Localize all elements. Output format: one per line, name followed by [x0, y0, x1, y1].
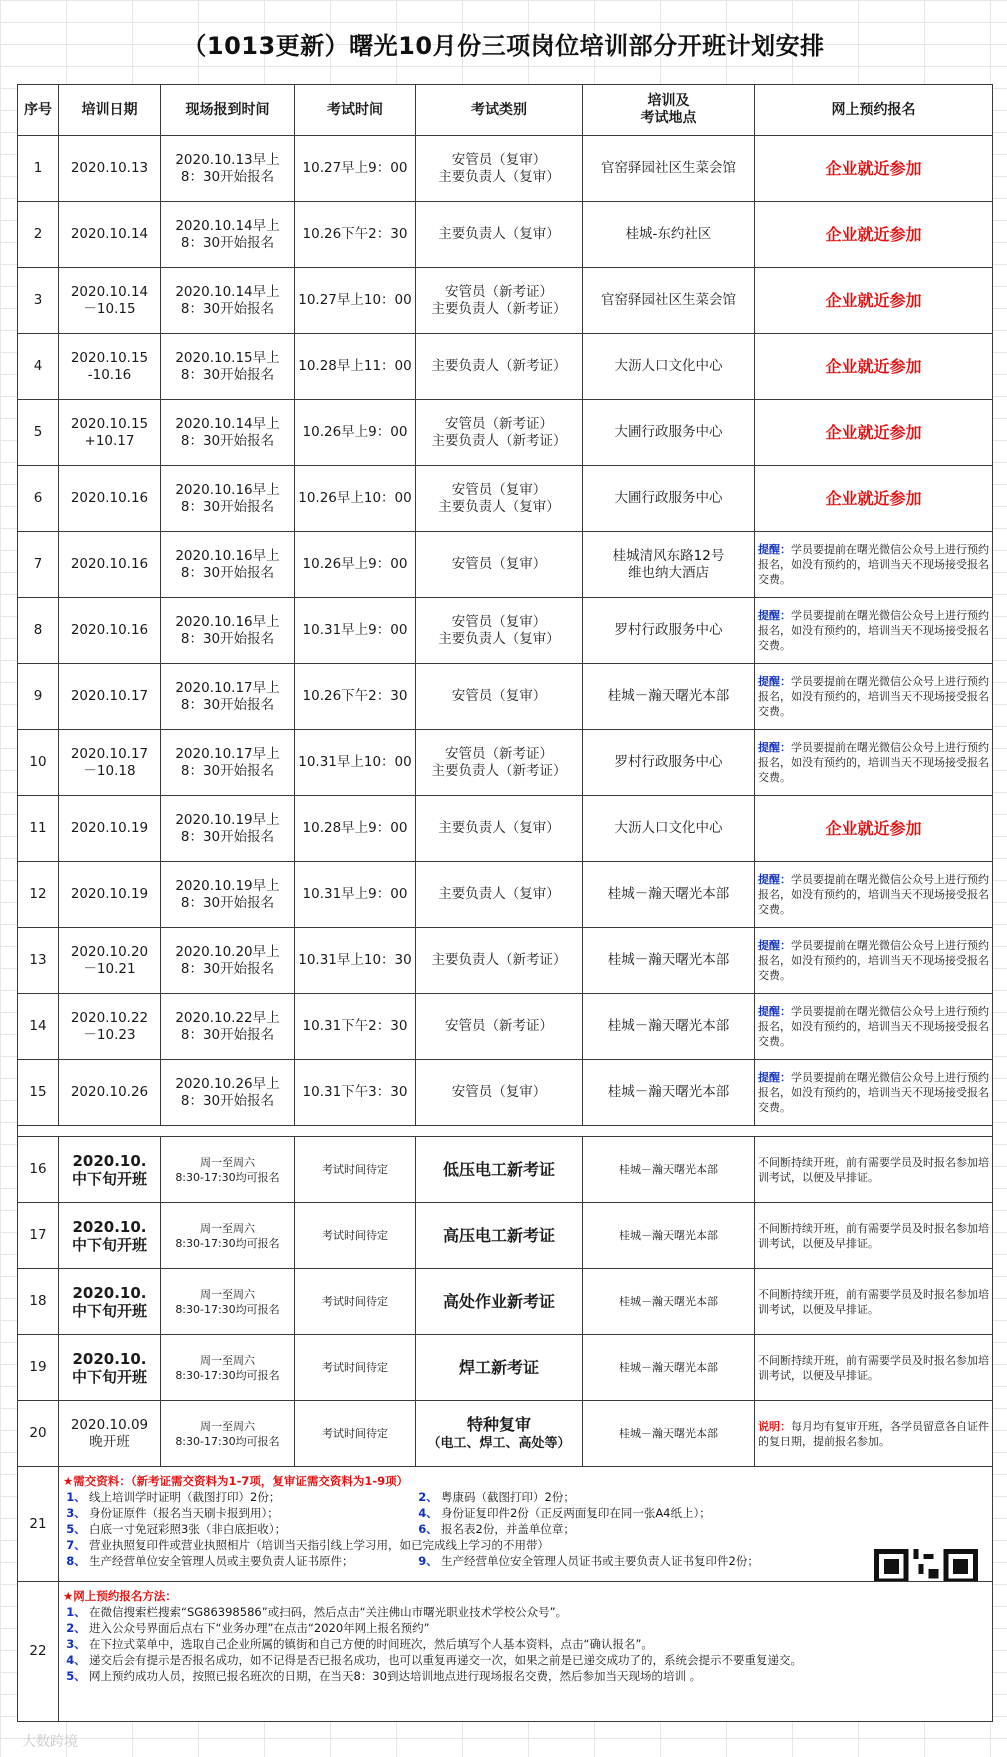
row-number: 10	[18, 730, 59, 796]
training-location: 桂城－瀚天曙光本部	[583, 1137, 755, 1203]
training-location: 罗村行政服务中心	[583, 598, 755, 664]
row-number: 7	[18, 532, 59, 598]
exam-time: 10.31早上10：30	[295, 928, 416, 994]
exam-time: 10.31早上9：00	[295, 598, 416, 664]
required-item: 1、 线上培训学时证明（截图打印）2份；	[66, 1490, 281, 1504]
exam-time: 10.26早上9：00	[295, 400, 416, 466]
training-location: 桂城－瀚天曙光本部	[583, 1203, 755, 1269]
exam-type: 安管员（复审） 主要负责人（复审）	[416, 136, 583, 202]
registration-note: 不间断持续开班，前有需要学员及时报名参加培训考试，以便及早排证。	[755, 1137, 993, 1203]
training-date: 2020.10.17	[59, 664, 161, 730]
row-number: 16	[18, 1137, 59, 1203]
training-location: 官窑驿园社区生菜会馆	[583, 136, 755, 202]
schedule-table	[17, 84, 993, 1722]
online-registration-reminder: 提醒：学员要提前在曙光微信公众号上进行预约报名，如没有预约的，培训当天不现场接受报名交费。	[755, 598, 993, 664]
exam-time: 考试时间待定	[295, 1137, 416, 1203]
training-date: 2020.10.19	[59, 796, 161, 862]
table-row	[18, 136, 993, 202]
exam-type: 安管员（复审） 主要负责人（复审）	[416, 466, 583, 532]
table-row-21	[18, 1467, 993, 1582]
exam-time: 10.26下午2：30	[295, 664, 416, 730]
header-no: 序号	[18, 85, 59, 136]
exam-type: 安管员（复审）	[416, 664, 583, 730]
exam-type: 主要负责人（新考证）	[416, 334, 583, 400]
training-location: 桂城-东约社区	[583, 202, 755, 268]
exam-type: 安管员（新考证）	[416, 994, 583, 1060]
report-time: 2020.10.14早上 8：30开始报名	[161, 202, 295, 268]
row-number: 18	[18, 1269, 59, 1335]
training-date: 2020.10. 中下旬开班	[59, 1203, 161, 1269]
registration-note: 不间断持续开班，前有需要学员及时报名参加培训考试，以便及早排证。	[755, 1269, 993, 1335]
table-row	[18, 730, 993, 796]
exam-time: 考试时间待定	[295, 1335, 416, 1401]
training-location: 大沥人口文化中心	[583, 334, 755, 400]
row-number: 12	[18, 862, 59, 928]
row-number: 5	[18, 400, 59, 466]
registration-note: 不间断持续开班，前有需要学员及时报名参加培训考试，以便及早排证。	[755, 1203, 993, 1269]
row-number: 15	[18, 1060, 59, 1126]
training-date: 2020.10.20 －10.21	[59, 928, 161, 994]
exam-type: 安管员（新考证） 主要负责人（新考证）	[416, 268, 583, 334]
table-row	[18, 268, 993, 334]
booking-step: 3、 在下拉式菜单中，选取自己企业所属的镇街和自己方便的时间班次，然后填写个人基本资料，点击“确认报名”。	[66, 1637, 653, 1651]
training-date: 2020.10.16	[59, 466, 161, 532]
report-time: 2020.10.17早上 8：30开始报名	[161, 664, 295, 730]
qr-code	[874, 1549, 978, 1582]
training-date: 2020.10.22 －10.23	[59, 994, 161, 1060]
online-registration-reminder: 提醒：学员要提前在曙光微信公众号上进行预约报名，如没有预约的，培训当天不现场接受报名交费。	[755, 994, 993, 1060]
table-row	[18, 1401, 993, 1467]
report-time: 2020.10.19早上 8：30开始报名	[161, 796, 295, 862]
page-title: （1013更新）曙光10月份三项岗位培训部分开班计划安排	[182, 32, 825, 60]
training-date: 2020.10. 中下旬开班	[59, 1335, 161, 1401]
exam-time: 10.26下午2：30	[295, 202, 416, 268]
online-registration-note: 企业就近参加	[755, 400, 993, 466]
report-time: 2020.10.15早上 8：30开始报名	[161, 334, 295, 400]
table-row	[18, 664, 993, 730]
exam-time: 10.27早上9：00	[295, 136, 416, 202]
required-materials-heading: ★需交资料：（新考证需交资料为1-7项，复审证需交资料为1-9项）	[63, 1474, 409, 1488]
header-row	[18, 85, 993, 136]
training-location: 桂城－瀚天曙光本部	[583, 664, 755, 730]
online-registration-note: 企业就近参加	[755, 466, 993, 532]
report-time: 2020.10.17早上 8：30开始报名	[161, 730, 295, 796]
report-time: 周一至周六 8:30-17:30均可报名	[161, 1335, 295, 1401]
training-date: 2020.10.09 晚开班	[59, 1401, 161, 1467]
exam-type: 焊工新考证	[416, 1335, 583, 1401]
training-date: 2020.10.16	[59, 598, 161, 664]
table-row	[18, 796, 993, 862]
table-row	[18, 1137, 993, 1203]
report-time: 2020.10.13早上 8：30开始报名	[161, 136, 295, 202]
report-time: 2020.10.14早上 8：30开始报名	[161, 268, 295, 334]
exam-time: 考试时间待定	[295, 1401, 416, 1467]
training-location: 罗村行政服务中心	[583, 730, 755, 796]
training-location: 大圃行政服务中心	[583, 400, 755, 466]
required-materials-list	[63, 1489, 988, 1569]
exam-time: 10.31下午2：30	[295, 994, 416, 1060]
exam-time: 10.31早上10：00	[295, 730, 416, 796]
exam-time: 10.26早上9：00	[295, 532, 416, 598]
required-item: 3、 身份证原件（报名当天刷卡报到用）；	[66, 1506, 279, 1520]
online-booking-method	[59, 1582, 993, 1722]
training-location: 桂城－瀚天曙光本部	[583, 1401, 755, 1467]
online-registration-note: 企业就近参加	[755, 334, 993, 400]
training-date: 2020.10.15 -10.16	[59, 334, 161, 400]
row-number: 2	[18, 202, 59, 268]
table-row	[18, 334, 993, 400]
training-location: 桂城－瀚天曙光本部	[583, 1335, 755, 1401]
table-row	[18, 1269, 993, 1335]
training-location: 桂城清风东路12号 维也纳大酒店	[583, 532, 755, 598]
exam-time: 10.31早上9：00	[295, 862, 416, 928]
online-registration-reminder: 提醒：学员要提前在曙光微信公众号上进行预约报名，如没有预约的，培训当天不现场接受报名交费。	[755, 664, 993, 730]
report-time: 2020.10.16早上 8：30开始报名	[161, 598, 295, 664]
exam-time: 10.28早上9：00	[295, 796, 416, 862]
exam-time: 10.27早上10：00	[295, 268, 416, 334]
exam-type: 低压电工新考证	[416, 1137, 583, 1203]
table-row	[18, 928, 993, 994]
row-number: 11	[18, 796, 59, 862]
report-time: 2020.10.19早上 8：30开始报名	[161, 862, 295, 928]
report-time: 周一至周六 8:30-17:30均可报名	[161, 1401, 295, 1467]
table-row	[18, 1335, 993, 1401]
report-time: 2020.10.26早上 8：30开始报名	[161, 1060, 295, 1126]
row-number: 14	[18, 994, 59, 1060]
training-date: 2020.10.14 －10.15	[59, 268, 161, 334]
required-item: 6、 报名表2份，并盖单位章；	[418, 1522, 575, 1536]
table-row	[18, 202, 993, 268]
row-number: 9	[18, 664, 59, 730]
training-date: 2020.10.26	[59, 1060, 161, 1126]
booking-step: 1、 在微信搜索栏搜索“SG86398586”或扫码，然后点击“关注佛山市曙光职业技术学校公众号”。	[66, 1605, 568, 1619]
table-row	[18, 1203, 993, 1269]
training-date: 2020.10. 中下旬开班	[59, 1269, 161, 1335]
online-registration-reminder: 提醒：学员要提前在曙光微信公众号上进行预约报名，如没有预约的，培训当天不现场接受报名交费。	[755, 862, 993, 928]
training-date: 2020.10.15 +10.17	[59, 400, 161, 466]
exam-type: 特种复审 （电工、焊工、高处等）	[416, 1401, 583, 1467]
training-location: 桂城－瀚天曙光本部	[583, 1060, 755, 1126]
exam-type: 主要负责人（复审）	[416, 862, 583, 928]
table-row-22	[18, 1582, 993, 1722]
training-date: 2020.10.14	[59, 202, 161, 268]
table-row	[18, 862, 993, 928]
header-type: 考试类别	[416, 85, 583, 136]
training-location: 桂城－瀚天曙光本部	[583, 1269, 755, 1335]
exam-type: 安管员（复审） 主要负责人（复审）	[416, 598, 583, 664]
training-location: 大沥人口文化中心	[583, 796, 755, 862]
online-registration-reminder: 提醒：学员要提前在曙光微信公众号上进行预约报名，如没有预约的，培训当天不现场接受报名交费。	[755, 1060, 993, 1126]
exam-type: 安管员（复审）	[416, 532, 583, 598]
exam-time: 考试时间待定	[295, 1269, 416, 1335]
row-number: 1	[18, 136, 59, 202]
header-exam: 考试时间	[295, 85, 416, 136]
online-booking-heading: ★网上预约报名方法：	[63, 1589, 177, 1603]
table-row	[18, 400, 993, 466]
required-item: 5、 白底一寸免冠彩照3张（非白底拒收）；	[66, 1522, 287, 1536]
online-registration-reminder: 提醒：学员要提前在曙光微信公众号上进行预约报名，如没有预约的，培训当天不现场接受报名交费。	[755, 532, 993, 598]
row-number: 13	[18, 928, 59, 994]
report-time: 周一至周六 8:30-17:30均可报名	[161, 1203, 295, 1269]
required-item: 7、 营业执照复印件或营业执照相片（培训当天指引线上学习用，如已完成线上学习的不用带）	[66, 1538, 549, 1552]
exam-type: 主要负责人（新考证）	[416, 928, 583, 994]
online-registration-note: 企业就近参加	[755, 202, 993, 268]
row-number: 3	[18, 268, 59, 334]
exam-time: 10.26早上10：00	[295, 466, 416, 532]
training-location: 桂城－瀚天曙光本部	[583, 862, 755, 928]
report-time: 周一至周六 8:30-17:30均可报名	[161, 1269, 295, 1335]
row-number: 4	[18, 334, 59, 400]
registration-note: 说明：每月均有复审开班，各学员留意各自证件的复日期，提前报名参加。	[755, 1401, 993, 1467]
booking-step: 4、 递交后会有提示是否报名成功，如不记得是否已报名成功，也可以重复再递交一次，如果之前是已递交成功了的，系统会提示不要重复递交。	[66, 1653, 802, 1667]
online-registration-note: 企业就近参加	[755, 268, 993, 334]
online-registration-note: 企业就近参加	[755, 796, 993, 862]
online-booking-steps	[63, 1604, 988, 1684]
required-materials	[59, 1467, 993, 1582]
exam-time: 考试时间待定	[295, 1203, 416, 1269]
exam-type: 安管员（复审）	[416, 1060, 583, 1126]
exam-type: 高处作业新考证	[416, 1269, 583, 1335]
exam-time: 10.31下午3：30	[295, 1060, 416, 1126]
exam-type: 主要负责人（复审）	[416, 202, 583, 268]
training-date: 2020.10. 中下旬开班	[59, 1137, 161, 1203]
row-number: 20	[18, 1401, 59, 1467]
training-date: 2020.10.13	[59, 136, 161, 202]
booking-step: 5、 网上预约成功人员，按照已报名班次的日期，在当天8：30到达培训地点进行现场报名交费，然后参加当天现场的培训 。	[66, 1669, 702, 1683]
header-place: 培训及 考试地点	[583, 85, 755, 136]
required-item: 2、 粤康码（截图打印）2份；	[418, 1490, 575, 1504]
report-time: 2020.10.22早上 8：30开始报名	[161, 994, 295, 1060]
separator-row	[18, 1126, 993, 1137]
row-number: 8	[18, 598, 59, 664]
required-item: 4、 身份证复印件2份（正反两面复印在同一张A4纸上）；	[418, 1506, 711, 1520]
report-time: 周一至周六 8:30-17:30均可报名	[161, 1137, 295, 1203]
online-registration-note: 企业就近参加	[755, 136, 993, 202]
online-registration-reminder: 提醒：学员要提前在曙光微信公众号上进行预约报名，如没有预约的，培训当天不现场接受报名交费。	[755, 730, 993, 796]
required-item: 9、 生产经营单位安全管理人员证书或主要负责人证书复印件2份；	[418, 1554, 759, 1568]
table-row	[18, 598, 993, 664]
row-number: 17	[18, 1203, 59, 1269]
report-time: 2020.10.20早上 8：30开始报名	[161, 928, 295, 994]
report-time: 2020.10.14早上 8：30开始报名	[161, 400, 295, 466]
watermark: 大数跨境	[22, 1734, 78, 1750]
online-registration-reminder: 提醒：学员要提前在曙光微信公众号上进行预约报名，如没有预约的，培训当天不现场接受报名交费。	[755, 928, 993, 994]
exam-time: 10.28早上11：00	[295, 334, 416, 400]
training-date: 2020.10.19	[59, 862, 161, 928]
row-number: 21	[18, 1467, 59, 1582]
registration-note: 不间断持续开班，前有需要学员及时报名参加培训考试，以便及早排证。	[755, 1335, 993, 1401]
table-row	[18, 466, 993, 532]
training-location: 桂城－瀚天曙光本部	[583, 994, 755, 1060]
row-number: 22	[18, 1582, 59, 1722]
training-location: 大圃行政服务中心	[583, 466, 755, 532]
exam-type: 安管员（新考证） 主要负责人（新考证）	[416, 730, 583, 796]
table-row	[18, 532, 993, 598]
report-time: 2020.10.16早上 8：30开始报名	[161, 466, 295, 532]
header-report: 现场报到时间	[161, 85, 295, 136]
training-location: 桂城－瀚天曙光本部	[583, 928, 755, 994]
training-date: 2020.10.17 －10.18	[59, 730, 161, 796]
booking-step: 2、 进入公众号界面后点右下“业务办理”在点击“2020年网上报名预约”	[66, 1621, 430, 1635]
training-date: 2020.10.16	[59, 532, 161, 598]
required-item: 8、 生产经营单位安全管理人员或主要负责人证书原件；	[66, 1554, 354, 1568]
exam-type: 安管员（新考证） 主要负责人（新考证）	[416, 400, 583, 466]
training-location: 官窑驿园社区生菜会馆	[583, 268, 755, 334]
row-number: 6	[18, 466, 59, 532]
table-row	[18, 1060, 993, 1126]
row-number: 19	[18, 1335, 59, 1401]
table-row	[18, 994, 993, 1060]
exam-type: 主要负责人（复审）	[416, 796, 583, 862]
header-online: 网上预约报名	[755, 85, 993, 136]
exam-type: 高压电工新考证	[416, 1203, 583, 1269]
report-time: 2020.10.16早上 8：30开始报名	[161, 532, 295, 598]
header-date: 培训日期	[59, 85, 161, 136]
